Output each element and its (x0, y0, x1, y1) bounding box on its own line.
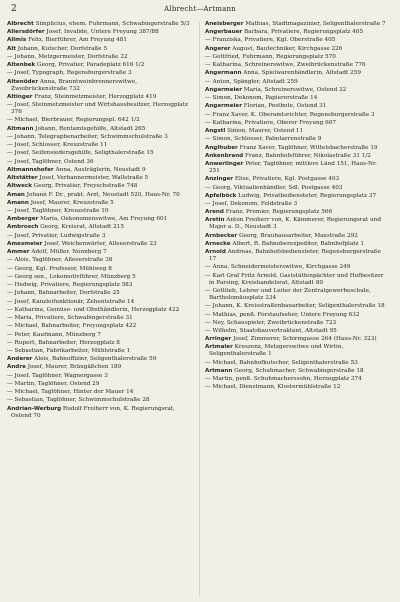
directory-entry (205, 273, 389, 287)
entry-details: — Gottlieb, Lehrer und Leiter der Zentralgewerbeschule, Bartholomäusplatz 234 (205, 287, 371, 302)
entry-surname: Altenbek (7, 62, 36, 69)
entry-details: — Josef, Schlosser, Kreuzstraße 11 (7, 142, 108, 149)
entry-details: — Franz Xaver, K. Oberamtsrichter, Regensburgerstraße 3 (205, 111, 375, 118)
entry-details: Maria, Oekonomenswitwe, Am Freyung 601 (40, 216, 168, 223)
entry-details: Ludwig, Privatbediensteter, Regierungsplatz 37 (238, 192, 377, 199)
page-header (0, 4, 400, 18)
entry-details: — Katharina, Gemüse- und Obsthändlerin, Herzogplatz 422 (7, 306, 180, 313)
entry-surname: Arnbecker (205, 232, 238, 239)
directory-entry (7, 200, 191, 207)
directory-entry (205, 328, 389, 335)
entry-surname: Ambrosch (7, 224, 39, 231)
directory-entry (205, 320, 389, 327)
entry-details: — Anton, Spängler, Altstadt 259 (205, 78, 298, 85)
entry-details: Georg, Brauhausarbeiter, Maxstraße 292 (239, 232, 358, 239)
entry-details: Adolf, Müller, Nonnberg 7 (31, 249, 107, 256)
directory-entry (7, 150, 191, 157)
entry-details: Franz, Premier, Regierungsplatz 566 (225, 209, 333, 216)
directory-entry (7, 126, 191, 133)
entry-details: — Maria, Privatiere, Schwabingerstraße 31 (7, 315, 133, 322)
entry-surname: Anzinger (205, 176, 234, 183)
entry-details: — Josef, Privatier, Ludwigstraße 3 (7, 232, 106, 239)
directory-entry (7, 183, 191, 190)
entry-details: Andreas, Bahnhofsbediensteter, Regensburgerstraße 17 (209, 249, 381, 263)
entry-details: Franz Xaver, Taglöhner, Wittelsbacherstraße 19 (239, 144, 378, 151)
entry-surname: Albrecht (7, 21, 34, 27)
entry-details: Felix, Bierführer, Am Freyung 481 (28, 37, 128, 44)
entry-details: — Gottfried, Fuhrmann, Regierungsplatz 570 (205, 53, 336, 60)
entry-details: — Mathias, penß. Forstaufseher, Untere Freyung 632 (205, 311, 360, 318)
right-column (205, 21, 389, 597)
entry-surname: Amesmeier (7, 240, 43, 247)
entry-details: — Josef, Taglöhner, Kreuzstraße 10 (7, 208, 109, 215)
entry-details: — Wilhelm, Staatsbauvertraktant, Altstadt 95 (205, 327, 337, 334)
directory-entry (7, 323, 191, 330)
directory-entry (205, 336, 389, 343)
directory-entry (7, 233, 191, 240)
directory-entry (205, 241, 389, 248)
directory-entry (7, 167, 191, 174)
entry-surname: Angstl (205, 128, 226, 135)
entry-details: Simon, Maurer, Ostend 11 (227, 128, 304, 135)
entry-details: — Martin, Taglöhner, Ostend 29 (7, 380, 100, 387)
directory-entry (205, 112, 389, 119)
entry-details: Anna, Austräglerin, Neustadt 9 (55, 166, 146, 173)
directory-entry (205, 344, 389, 358)
directory-entry (205, 70, 389, 77)
entry-surname: Ammer (7, 249, 30, 256)
entry-details: — Josef, Steinmetzmeister und Wirtshausbesitzer, Herzogplatz 376 (7, 102, 188, 116)
entry-details: Rudolf Freiherr von, K. Regierungsrat, Ostend 70 (11, 405, 175, 419)
entry-surname: Allersdörfer (7, 29, 45, 36)
entry-surname: Altweck (7, 183, 32, 190)
directory-entry (205, 145, 389, 152)
directory-entry (205, 29, 389, 36)
entry-surname: Arend (205, 209, 224, 216)
entry-details: — Rupert, Bahnarbeiter, Herzogplatz 8 (7, 339, 120, 346)
directory-entry (7, 46, 191, 53)
entry-surname: Arringer (205, 336, 232, 343)
entry-details: — Peter, Kaufmann, Münzberg 7 (7, 331, 101, 338)
entry-details: — Franziska, Privatiere, Kgl. Oberstraße 405 (205, 37, 336, 44)
directory-entry (7, 29, 191, 36)
directory-entry (7, 37, 191, 44)
entry-surname: Aneisberger (205, 21, 244, 27)
directory-entry (205, 312, 389, 319)
entry-details: Franz, Steinmetzmeister, Herzogplatz 419 (34, 93, 157, 100)
entry-details: — Georg sen., Lokomotivführer, Münzberg 5 (7, 273, 136, 280)
entry-surname: Artmaier (205, 344, 233, 351)
directory-entry (205, 360, 389, 367)
entry-surname: Alt (7, 45, 16, 52)
directory-entry (7, 208, 191, 215)
entry-surname: Arnecke (205, 240, 231, 247)
directory-entry (205, 176, 389, 183)
directory-entry (7, 290, 191, 297)
entry-details: — Johann, K. Kreisstraßenbauarbeiter, Seligenthalerstraße 18 (205, 303, 385, 310)
entry-surname: Angerer (205, 45, 231, 52)
directory-entry (205, 384, 389, 391)
directory-entry (205, 21, 389, 28)
directory-entry (205, 153, 389, 160)
entry-details: — Katharina, Privatiere, Oberer Freyung 607 (205, 119, 336, 126)
directory-entry (205, 368, 389, 375)
directory-entry (205, 233, 389, 240)
entry-details: — Hedwig, Privatiere, Regierungsplatz 583 (7, 282, 133, 289)
directory-entry (205, 201, 389, 208)
directory-entry (205, 193, 389, 200)
directory-entry (7, 397, 191, 404)
directory-entry (7, 102, 191, 116)
directory-entry (7, 21, 191, 28)
entry-details: — Martin, penß. Schuhmacherssohn, Herzogplatz 374 (205, 376, 362, 383)
entry-details: — Michael, Bierbrauer, Regierungspl. 642 1/2 (7, 117, 140, 124)
page-number: 2 (11, 4, 17, 14)
entry-details: Anton Freiherr von, K. Kämmerer, Regierungsrat und Major a. D., Neustadt 3 (209, 217, 381, 231)
entry-surname: Andrian-Werburg (7, 405, 62, 412)
entry-details: Josef, Verbannermeister, Wallstraße 5 (39, 175, 149, 182)
running-head: Albrecht—Artmann (164, 5, 236, 13)
entry-details: — Georg, Kgl. Professor, Mühlweg 8 (7, 265, 112, 272)
entry-details: — Josef, Dekonom, Feldstraße 3 (205, 200, 298, 207)
directory-entry (205, 209, 389, 216)
directory-entry (7, 332, 191, 339)
entry-details: — Simon, Dekonom, Papiererstraße 14 (205, 95, 318, 102)
directory-entry (7, 241, 191, 248)
directory-entry (7, 381, 191, 388)
entry-surname: Angermann (205, 70, 242, 77)
entry-details: — Sebastian, Taglöhner, Schwimmschulstraße 28 (7, 397, 150, 404)
directory-entry (205, 264, 389, 271)
directory-entry (205, 54, 389, 61)
entry-details: Franz, Bahnhofsführer, Nikolastraße 31 1/2 (245, 152, 371, 159)
directory-entry (7, 54, 191, 61)
directory-entry (7, 62, 191, 69)
entry-details: Josef, Maurer, Kreuzstraße 5 (30, 199, 114, 206)
entry-surname: Altmannshofer (7, 166, 54, 173)
directory-entry (7, 216, 191, 223)
entry-details: Elise, Privatiere, Kgl. Postgasse 403 (234, 176, 340, 183)
entry-details: Anna, Spielwarenhändlerin, Altstadt 259 (243, 70, 361, 77)
entry-details: — Josef, Typograph, Regensburgerstraße 3 (7, 70, 132, 77)
entry-details: Anna, Branntweinbrennerswitwe, Zweibrückenstraße 732 (11, 78, 138, 92)
entry-details: Maria, Schreinerswitwe, Ostend 32 (243, 86, 347, 93)
entry-surname: Altmann (7, 125, 34, 132)
entry-details: Johann, Rentamtsgehilfe, Altstadt 265 (35, 125, 146, 132)
entry-surname: Anderer (7, 356, 33, 363)
entry-details: Simplicius, ehem. Fuhrmann, Schwabingerstraße 5/3 (35, 21, 190, 27)
entry-surname: Allmis (7, 37, 27, 44)
entry-details: Josef, Invalide, Untere Freyung 387/88 (46, 29, 159, 36)
directory-entry (7, 307, 191, 314)
entry-details: Georg, Kreisrat, Altstadt 215 (40, 224, 125, 231)
entry-details: — Sebastian, Fabrikarbeiter, Mühlstraße 1 (7, 348, 131, 354)
directory-entry (7, 257, 191, 264)
directory-entry (7, 266, 191, 273)
entry-details: — Michael, Taglöhner, Hinter der Mauer 14 (7, 389, 134, 396)
entry-details: — Michael, Bahnarbeiter, Freyungsplatz 422 (7, 323, 137, 330)
entry-details: — Johann, Bahnarbeiter, Dorfstraße 25 (7, 290, 120, 297)
entry-surname: Arnold (205, 249, 226, 256)
entry-details: Josef, Maurer, Bräugäßchen 189 (27, 364, 122, 371)
directory-entry (205, 288, 389, 302)
entry-details: — Josef, Kanzleifunktionär, Zehentstraße 14 (7, 298, 135, 305)
directory-entry (7, 117, 191, 124)
entry-details: — Michael, Dienstmann, Klostermühlstraße 12 (205, 384, 341, 391)
entry-details: Johann, Kutscher, Dorfstraße 5 (17, 45, 108, 52)
directory-entry (7, 159, 191, 166)
directory-entry (7, 356, 191, 363)
directory-entry (205, 37, 389, 44)
entry-details: Josef, Weichenwärter, Alleeerstraße 23 (44, 240, 157, 247)
entry-surname: Aman (7, 191, 25, 198)
entry-details: — Ney, Schauspieler, Zweibrückenstraße 723 (205, 319, 337, 326)
directory-entry (7, 134, 191, 141)
directory-entry (205, 87, 389, 94)
entry-details: Mathias, Stadtmagazinier, Seligenthalerstraße 7 (245, 21, 386, 27)
entry-surname: Apfelböck (205, 192, 237, 199)
entry-details: Georg, Schuhmacher, Schwabingerstraße 18 (234, 367, 364, 374)
directory-entry (7, 274, 191, 281)
directory-entry (205, 62, 389, 69)
entry-details: Georg, Privatier, Freyschstraße 748 (33, 183, 138, 190)
directory-entry (205, 46, 389, 53)
directory-entry (7, 299, 191, 306)
entry-details: Johann F. Dr., prakt. Arzt, Neustadt 520, Haus-Nr. 70 (26, 191, 180, 198)
entry-details: Florian, Postbote, Ostend 31 (243, 103, 327, 110)
entry-surname: Andre (7, 364, 26, 371)
entry-surname: Angerbauer (205, 29, 243, 36)
directory-entry (7, 315, 191, 322)
left-column (7, 21, 191, 597)
entry-surname: Amberger (7, 216, 39, 223)
entry-details: Alois, Bahnoffizier, Seligenthalerstraße 59 (34, 356, 157, 363)
entry-details: — Simon, Schlosser, Palmtarrenstraße 9 (205, 136, 322, 143)
directory-entry (7, 340, 191, 347)
directory-entry (205, 161, 389, 175)
directory-entry (7, 175, 191, 182)
directory-entry (205, 303, 389, 310)
entry-details: — Anna, Schneidermeisterswitwe, Kirchgasse 249 (205, 264, 351, 271)
column-divider (199, 22, 200, 596)
entry-details: Josef, Zimmerer, Schirmgasse 264 (Haus-Nr. 323) (233, 336, 377, 343)
directory-entry (7, 282, 191, 289)
entry-surname: Anwerlinger (205, 160, 244, 167)
entry-surname: Aretin (205, 217, 225, 224)
entry-details: August, Bautechniker, Kirchgasse 226 (232, 45, 343, 52)
directory-entry (7, 79, 191, 93)
entry-details: Peter, Taglöhner, mittlere Länd 151, Haus-Nr. 251 (209, 160, 377, 175)
directory-entry (7, 224, 191, 231)
entry-details: — Josef, Seifensiedersgehilfe, Seligthalerstraße 15 (7, 150, 154, 157)
directory-entry (7, 389, 191, 396)
entry-details: Georg, Privatier, Paradeplatz 616 1/2 (37, 62, 145, 69)
directory-entry (7, 406, 191, 420)
entry-details: — Michael, Bahnhofkutscher, Seligenthalerstraße 53 (205, 359, 358, 366)
entry-surname: Angermeier (205, 103, 242, 110)
entry-details: — Georg, Viktualienhändler, Sdl. Postgasse 403 (205, 184, 343, 191)
directory-entry (205, 79, 389, 86)
directory-entry (205, 376, 389, 383)
entry-surname: Altenöder (7, 78, 39, 85)
entry-details: — Karl Graf Fritz Arnold, Gaststättenpächter und Hofbesitzer in Parsing, Kreishandelsrat, Altstadt 80 (205, 272, 384, 286)
directory-entry (7, 373, 191, 380)
directory-entry (205, 249, 389, 263)
entry-surname: Ankenbrand (205, 152, 244, 159)
entry-details: Albert, R. Bahnoberexpeditor, Bahnhofplatz 1 (232, 240, 364, 247)
directory-entry (205, 120, 389, 127)
directory-entry (7, 94, 191, 101)
entry-surname: Anglhuber (205, 144, 238, 151)
entry-details: — Johann, Metzgermeister, Dorfstraße 22 (7, 53, 128, 60)
entry-surname: Angermeier (205, 86, 242, 93)
directory-entry (7, 192, 191, 199)
directory-entry (205, 185, 389, 192)
entry-details: — Josef, Taglöhner, Wagnergasse 3 (7, 372, 108, 379)
directory-entry (7, 348, 191, 355)
directory-entry (7, 142, 191, 149)
directory-entry (205, 103, 389, 110)
entry-details: — Alois, Taglöhner, Alleeerstraße 38 (7, 257, 113, 264)
entry-surname: Artmann (205, 367, 233, 374)
entry-details: — Johann, Telegraphenarbeiter, Schwimmschulstraße 3 (7, 133, 168, 140)
entry-surname: Altstätter (7, 175, 38, 182)
directory-entry (7, 70, 191, 77)
directory-entry (205, 95, 389, 102)
directory-entry (205, 128, 389, 135)
directory-entry (205, 136, 389, 143)
entry-details: — Josef, Taglöhner, Ostend 36 (7, 158, 94, 165)
entry-details: Barbara, Privatiere, Regierungsplatz 405 (244, 29, 364, 36)
directory-entry (7, 364, 191, 371)
entry-details: Kreszenz, Metzgerswitwe und Wirtin, Seligenthalerstraße 1 (209, 344, 344, 358)
directory-entry (205, 217, 389, 231)
directory-entry (7, 249, 191, 256)
entry-surname: Amann (7, 199, 29, 206)
entry-details: — Katharina, Schreinerswitwe, Zweibrückenstraße 776 (205, 62, 366, 69)
entry-surname: Altinger (7, 93, 33, 100)
